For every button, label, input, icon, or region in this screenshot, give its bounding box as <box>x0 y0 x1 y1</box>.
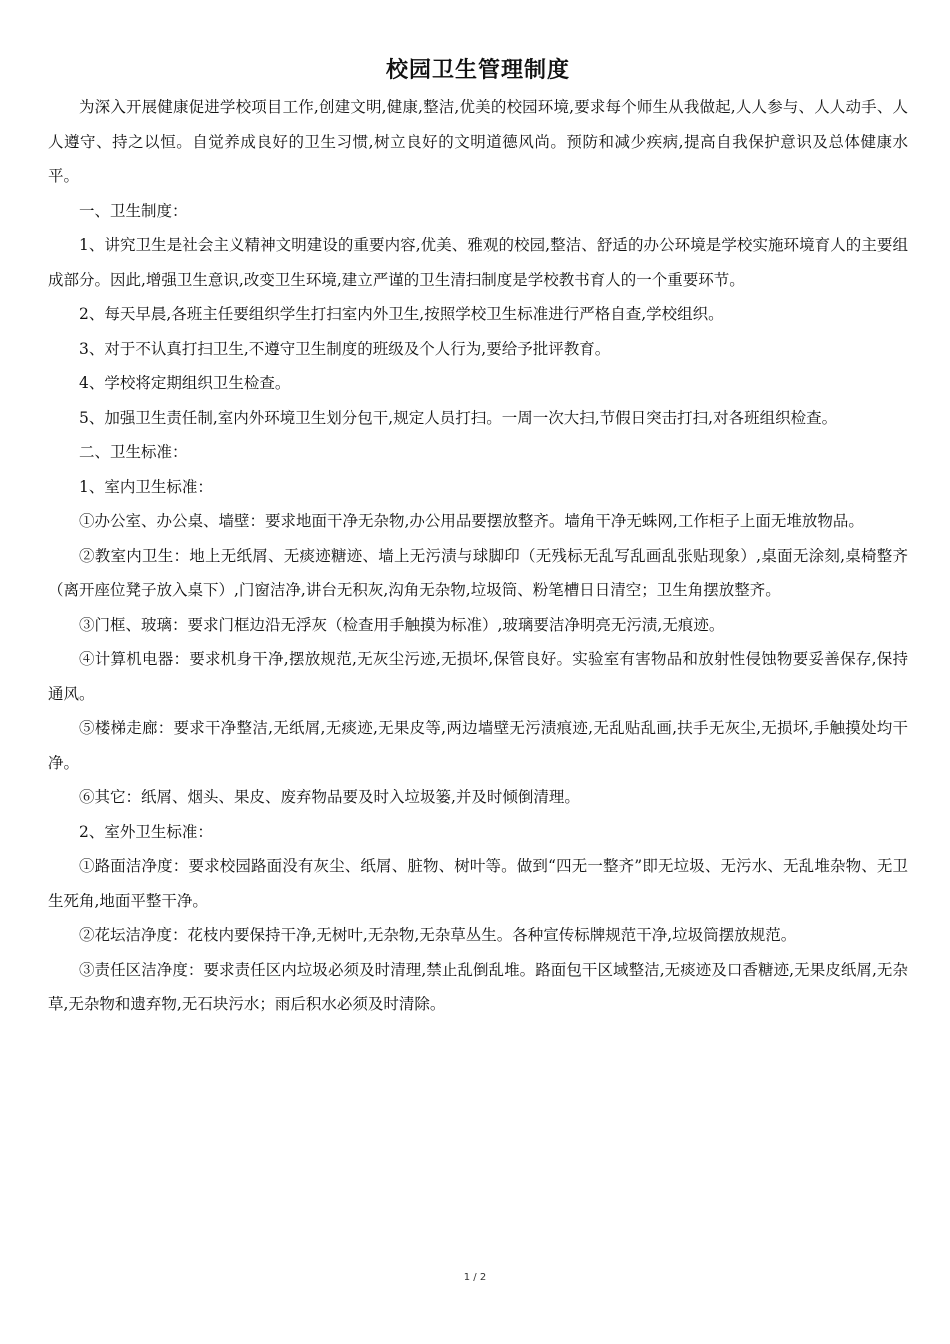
paragraph-system-item-3: 3、对于不认真打扫卫生,不遵守卫生制度的班级及个人行为,要给予批评教育。 <box>79 339 611 358</box>
subheading-outdoor-standards: 2、室外卫生标准： <box>79 822 213 841</box>
paragraph-indoor-classroom: ②教室内卫生：地上无纸屑、无痰迹糖迹、墙上无污渍与球脚印（无残标无乱写乱画乱张贴现象）,桌面无涂刻,桌椅整齐（离开座位凳子放入桌下）,门窗洁净,讲台无积灰,沟角无杂物,垃圾筒、粉笔槽日日清空；卫生角摆放整齐。 <box>48 546 908 599</box>
section-heading-hygiene-standards: 二、卫生标准： <box>79 443 188 461</box>
paragraph-system-item-4: 4、学校将定期组织卫生检查。 <box>79 374 291 392</box>
paragraph-outdoor-road: ①路面洁净度：要求校园路面没有灰尘、纸屑、脏物、树叶等。做到“四无一整齐”即无垃圾、无污水、无乱堆杂物、无卫生死角,地面平整干净。 <box>48 857 908 910</box>
paragraph-intro: 为深入开展健康促进学校项目工作,创建文明,健康,整洁,优美的校园环境,要求每个师生从我做起,人人参与、人人动手、人人遵守、持之以恒。自觉养成良好的卫生习惯,树立良好的文明道德风尚。预防和减少疾病,提高自我保护意识及总体健康水平。 <box>48 98 908 185</box>
page-number: 1 / 2 <box>463 1272 487 1283</box>
paragraph-indoor-stairs: ⑤楼梯走廊：要求干净整洁,无纸屑,无痰迹,无果皮等,两边墙壁无污渍痕迹,无乱贴乱画,扶手无灰尘,无损坏,手触摸处均干净。 <box>48 719 908 772</box>
subheading-indoor-standards: 1、室内卫生标准： <box>79 477 213 496</box>
paragraph-indoor-computer: ④计算机电器：要求机身干净,摆放规范,无灰尘污迹,无损坏,保管良好。实验室有害物品和放射性侵蚀物要妥善保存,保持通风。 <box>48 650 908 703</box>
paragraph-indoor-office: ①办公室、办公桌、墙壁：要求地面干净无杂物,办公用品要摆放整齐。墙角干净无蛛网,工作柜子上面无堆放物品。 <box>79 512 864 530</box>
paragraph-outdoor-flowerbed: ②花坛洁净度：花枝内要保持干净,无树叶,无杂物,无杂草丛生。各种宣传标牌规范干净,垃圾筒摆放规范。 <box>79 926 797 944</box>
document-page <box>48 56 908 1022</box>
section-heading-hygiene-system: 一、卫生制度： <box>79 201 188 220</box>
paragraph-system-item-2: 2、每天早晨,各班主任要组织学生打扫室内外卫生,按照学校卫生标准进行严格自查,学校组织。 <box>79 305 724 323</box>
paragraph-system-item-1: 1、讲究卫生是社会主义精神文明建设的重要内容,优美、雅观的校园,整洁、舒适的办公环境是学校实施环境育人的主要组成部分。因此,增强卫生意识,改变卫生环境,建立严谨的卫生清扫制度是学校教书育人的一个重要环节。 <box>48 236 908 289</box>
paragraph-indoor-other: ⑥其它：纸屑、烟头、果皮、废弃物品要及时入垃圾篓,并及时倾倒清理。 <box>79 788 580 806</box>
paragraph-indoor-door-glass: ③门框、玻璃：要求门框边沿无浮灰（检查用手触摸为标准）,玻璃要洁净明亮无污渍,无痕迹。 <box>79 615 725 634</box>
paragraph-outdoor-responsibility-area: ③责任区洁净度：要求责任区内垃圾必须及时清理,禁止乱倒乱堆。路面包干区域整洁,无痰迹及口香糖迹,无果皮纸屑,无杂草,无杂物和遗弃物,无石块污水；雨后积水必须及时清除。 <box>48 960 908 1013</box>
document-title: 校园卫生管理制度 <box>385 58 570 83</box>
paragraph-system-item-5: 5、加强卫生责任制,室内外环境卫生划分包干,规定人员打扫。一周一次大扫,节假日突击打扫,对各班组织检查。 <box>79 408 838 427</box>
